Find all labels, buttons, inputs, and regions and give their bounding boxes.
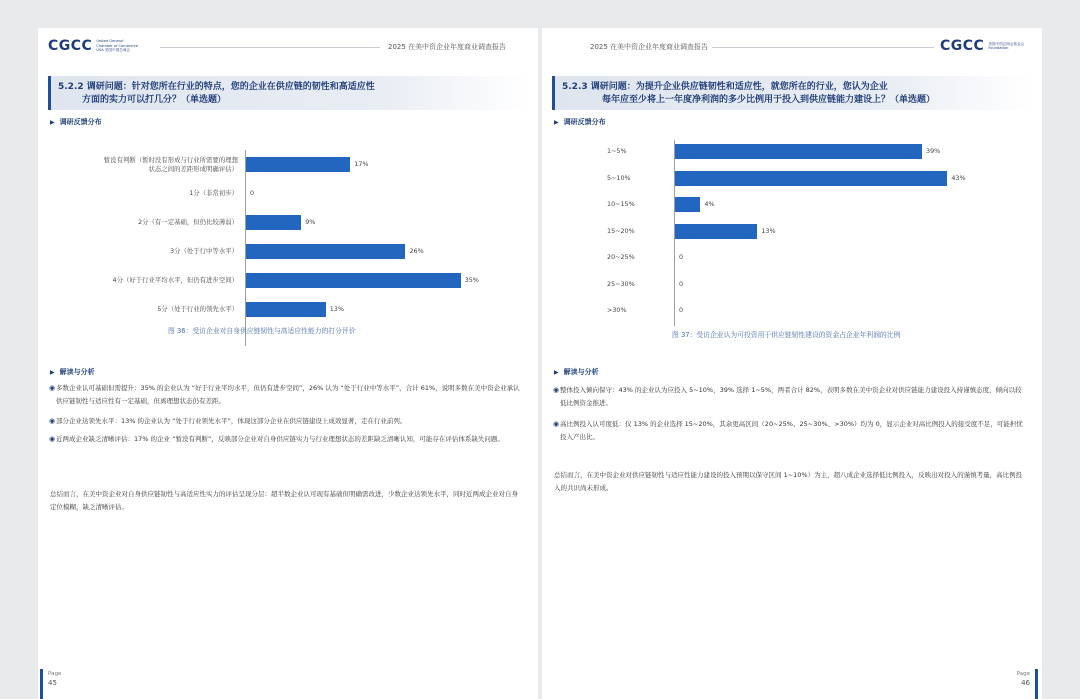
bullet-icon: ◉ bbox=[553, 420, 560, 428]
category-label-line: 5~10% bbox=[607, 173, 631, 182]
analysis-bullet bbox=[49, 382, 524, 408]
category-label-line: 1~5% bbox=[607, 147, 627, 155]
bar-value-label: 13% bbox=[761, 226, 776, 235]
bar-value-label: 0 bbox=[250, 189, 255, 197]
question-banner-accent bbox=[552, 76, 555, 110]
chart-bar bbox=[675, 224, 757, 239]
category-label bbox=[607, 174, 667, 183]
cgcc-logo bbox=[48, 38, 140, 54]
bar-value-label: 9% bbox=[305, 218, 316, 226]
question-line-2: 方面的实力可以打几分？（单选题） bbox=[82, 95, 227, 105]
logo-subtitle: 美国中国总商会基金会 Foundation bbox=[988, 41, 1025, 50]
category-label bbox=[607, 253, 667, 262]
category-label bbox=[607, 306, 667, 315]
category-label bbox=[58, 276, 238, 285]
page-footer bbox=[1008, 669, 1038, 699]
page-header bbox=[48, 36, 528, 58]
chart-bar bbox=[246, 302, 326, 317]
logo-mark: CGCC bbox=[48, 38, 93, 54]
header-rule bbox=[712, 47, 934, 48]
logo-subtitle: United General Chamber of Commerce USA 美国中国总商会 bbox=[96, 39, 139, 53]
bar-value-label: 0 bbox=[679, 279, 684, 288]
category-label bbox=[58, 247, 238, 256]
category-label bbox=[607, 227, 667, 236]
bar-value-label: 26% bbox=[409, 247, 424, 255]
cgcc-logo bbox=[940, 38, 1032, 54]
analysis-bullet bbox=[49, 415, 524, 428]
question-text bbox=[58, 81, 516, 107]
question-line-1: 5.2.3 调研问题：为提升企业供应链韧性和适应性，就您所在的行业，您认为企业 bbox=[562, 82, 888, 92]
category-label bbox=[58, 156, 238, 174]
question-banner-accent bbox=[48, 76, 51, 110]
bullet-icon: ◉ bbox=[49, 417, 56, 425]
category-label bbox=[58, 305, 238, 314]
triangle-right-icon: ▶ bbox=[554, 369, 559, 376]
chart-caption: 图 37：受访企业认为可投资用于供应链韧性建设的资金占企业年利润的比例 bbox=[672, 331, 901, 339]
bar-value-label: 39% bbox=[926, 147, 941, 155]
analysis-subheading bbox=[50, 367, 95, 377]
chart-bar bbox=[675, 171, 947, 186]
page-word: Page bbox=[1016, 671, 1030, 677]
bullet-icon: ◉ bbox=[49, 384, 56, 392]
category-label bbox=[58, 218, 238, 227]
bar-value-label: 0 bbox=[679, 306, 684, 314]
chart-bar bbox=[246, 157, 350, 172]
footer-accent bbox=[1035, 669, 1038, 699]
bullet-text: 高比例投入认可度低：仅 13% 的企业选择 15~20%，其余更高区间（20~25%、25~30%、>30%）均为 0，显示企业对高比例投入的接受度不足，可能担忧投入产出比。 bbox=[560, 420, 1023, 441]
category-label bbox=[607, 147, 667, 156]
report-page-right bbox=[542, 28, 1042, 699]
category-label bbox=[607, 280, 667, 289]
category-label bbox=[58, 189, 238, 198]
question-banner bbox=[48, 76, 528, 110]
analysis-label: 解读与分析 bbox=[59, 368, 95, 376]
chart-bar bbox=[675, 197, 700, 212]
summary-paragraph: 总结而言，在美中资企业对供应链韧性与适应性能力建设的投入预期以保守区间 1~10%）为主，超八成企业选择低比例投入，反映出对投入的谨慎考量，高比例投入的共识尚未形成。 bbox=[554, 471, 1023, 492]
feedback-label: 调研反馈分布 bbox=[563, 118, 606, 126]
analysis-bullet bbox=[553, 384, 1028, 410]
bullet-text: 部分企业达领先水平：13% 的企业认为 “处于行业领先水平”，体现这部分企业在供应链建设上成效显著，走在行业前列。 bbox=[56, 417, 407, 425]
triangle-right-icon: ▶ bbox=[554, 119, 559, 126]
category-label-line: 15~20% bbox=[607, 226, 635, 235]
chart-caption: 图 36：受访企业对自身供应链韧性与高适应性能力的打分评价 bbox=[168, 327, 356, 335]
summary-paragraph: 总结而言，在美中资企业对自身供应链韧性与高适应性实力的评估呈现分层：超半数企业认可现有基础但明确需改进，少数企业达领先水平，同时近两成企业对自身定位模糊，缺乏清晰评估。 bbox=[50, 490, 518, 511]
question-banner bbox=[552, 76, 1032, 110]
bullet-text: 多数企业认可基础但需提升：35% 的企业认为 “好于行业平均水平，但仍有进步空间”，26% 认为 “处于行业中等水平”，合计 61%，说明多数在美中资企业承认供应链韧性与适应性有一定基础，但离理想状态仍有差距。 bbox=[56, 384, 520, 405]
bar-value-label: 43% bbox=[951, 173, 966, 182]
question-line-2: 每年应至少将上一年度净利润的多少比例用于投入到供应链能力建设上？（单选题） bbox=[602, 95, 936, 105]
feedback-label: 调研反馈分布 bbox=[59, 118, 102, 126]
analysis-subheading bbox=[554, 367, 599, 377]
bullet-text: 整体投入倾向保守：43% 的企业认为应投入 5~10%，39% 选择 1~5%，两者合计 82%，表明多数在美中资企业对供应链能力建设投入持谨慎态度，倾向以较低比例资金推进。 bbox=[560, 386, 1022, 407]
category-label-line: 暂没有判断（暂时没有形成与行业所需要的理想 bbox=[103, 155, 238, 164]
chart-bar bbox=[246, 273, 461, 288]
category-label-line: 20~25% bbox=[607, 253, 635, 261]
category-label-line: 4分（好于行业平均水平，但仍有进步空间） bbox=[112, 276, 238, 284]
page-number: 46 bbox=[1021, 679, 1030, 687]
header-title: 2025 在美中资企业年度商业调查报告 bbox=[590, 43, 709, 51]
analysis-bullet bbox=[49, 433, 524, 446]
bullet-icon: ◉ bbox=[49, 435, 56, 443]
category-label-line: 25~30% bbox=[607, 279, 635, 288]
logo-mark: CGCC bbox=[940, 38, 985, 54]
feedback-subheading bbox=[50, 117, 102, 127]
category-label bbox=[607, 200, 667, 209]
bar-value-label: 17% bbox=[354, 160, 369, 168]
chart-bar bbox=[246, 215, 301, 230]
bar-value-label: 35% bbox=[464, 276, 479, 284]
footer-accent bbox=[40, 669, 43, 699]
page-word: Page bbox=[48, 671, 62, 677]
bar-value-label: 13% bbox=[329, 305, 344, 313]
category-label-line: 2分（有一定基础，但仍比较薄弱） bbox=[138, 218, 238, 226]
chart-bar bbox=[675, 144, 922, 159]
category-label-line: 1分（非常初步） bbox=[189, 189, 238, 197]
bar-value-label: 4% bbox=[704, 200, 715, 208]
category-label-line: 5分（处于行业的领先水平） bbox=[157, 305, 238, 313]
page-number: 45 bbox=[48, 679, 57, 687]
investment-ratio-chart bbox=[552, 138, 1032, 348]
bullet-text: 近两成企业缺乏清晰评估：17% 的企业 “暂没有判断”，反映部分企业对自身供应链实力与行业理想状态的差距缺乏清晰认知，可能存在评估体系缺失问题。 bbox=[56, 435, 504, 443]
score-distribution-chart bbox=[48, 138, 528, 348]
report-page-left bbox=[38, 28, 538, 699]
bar-value-label: 0 bbox=[679, 253, 684, 261]
page-footer bbox=[40, 669, 70, 699]
analysis-bullet bbox=[553, 418, 1028, 444]
category-label-line: 10~15% bbox=[607, 200, 635, 208]
triangle-right-icon: ▶ bbox=[50, 119, 55, 126]
header-rule bbox=[160, 47, 380, 48]
page-header bbox=[552, 36, 1032, 58]
feedback-subheading bbox=[554, 117, 606, 127]
bullet-icon: ◉ bbox=[553, 386, 560, 394]
triangle-right-icon: ▶ bbox=[50, 369, 55, 376]
chart-bar bbox=[246, 244, 405, 259]
question-line-1: 5.2.2 调研问题：针对您所在行业的特点，您的企业在供应链的韧性和高适应性 bbox=[58, 82, 375, 92]
category-label-line: 状态之间的差距形成明确评估） bbox=[148, 164, 238, 173]
category-label-line: 3分（处于行中等水平） bbox=[170, 247, 238, 255]
analysis-label: 解读与分析 bbox=[563, 368, 599, 376]
header-title: 2025 在美中资企业年度商业调查报告 bbox=[388, 43, 507, 51]
question-text bbox=[562, 81, 1020, 107]
category-label-line: >30% bbox=[607, 306, 627, 314]
